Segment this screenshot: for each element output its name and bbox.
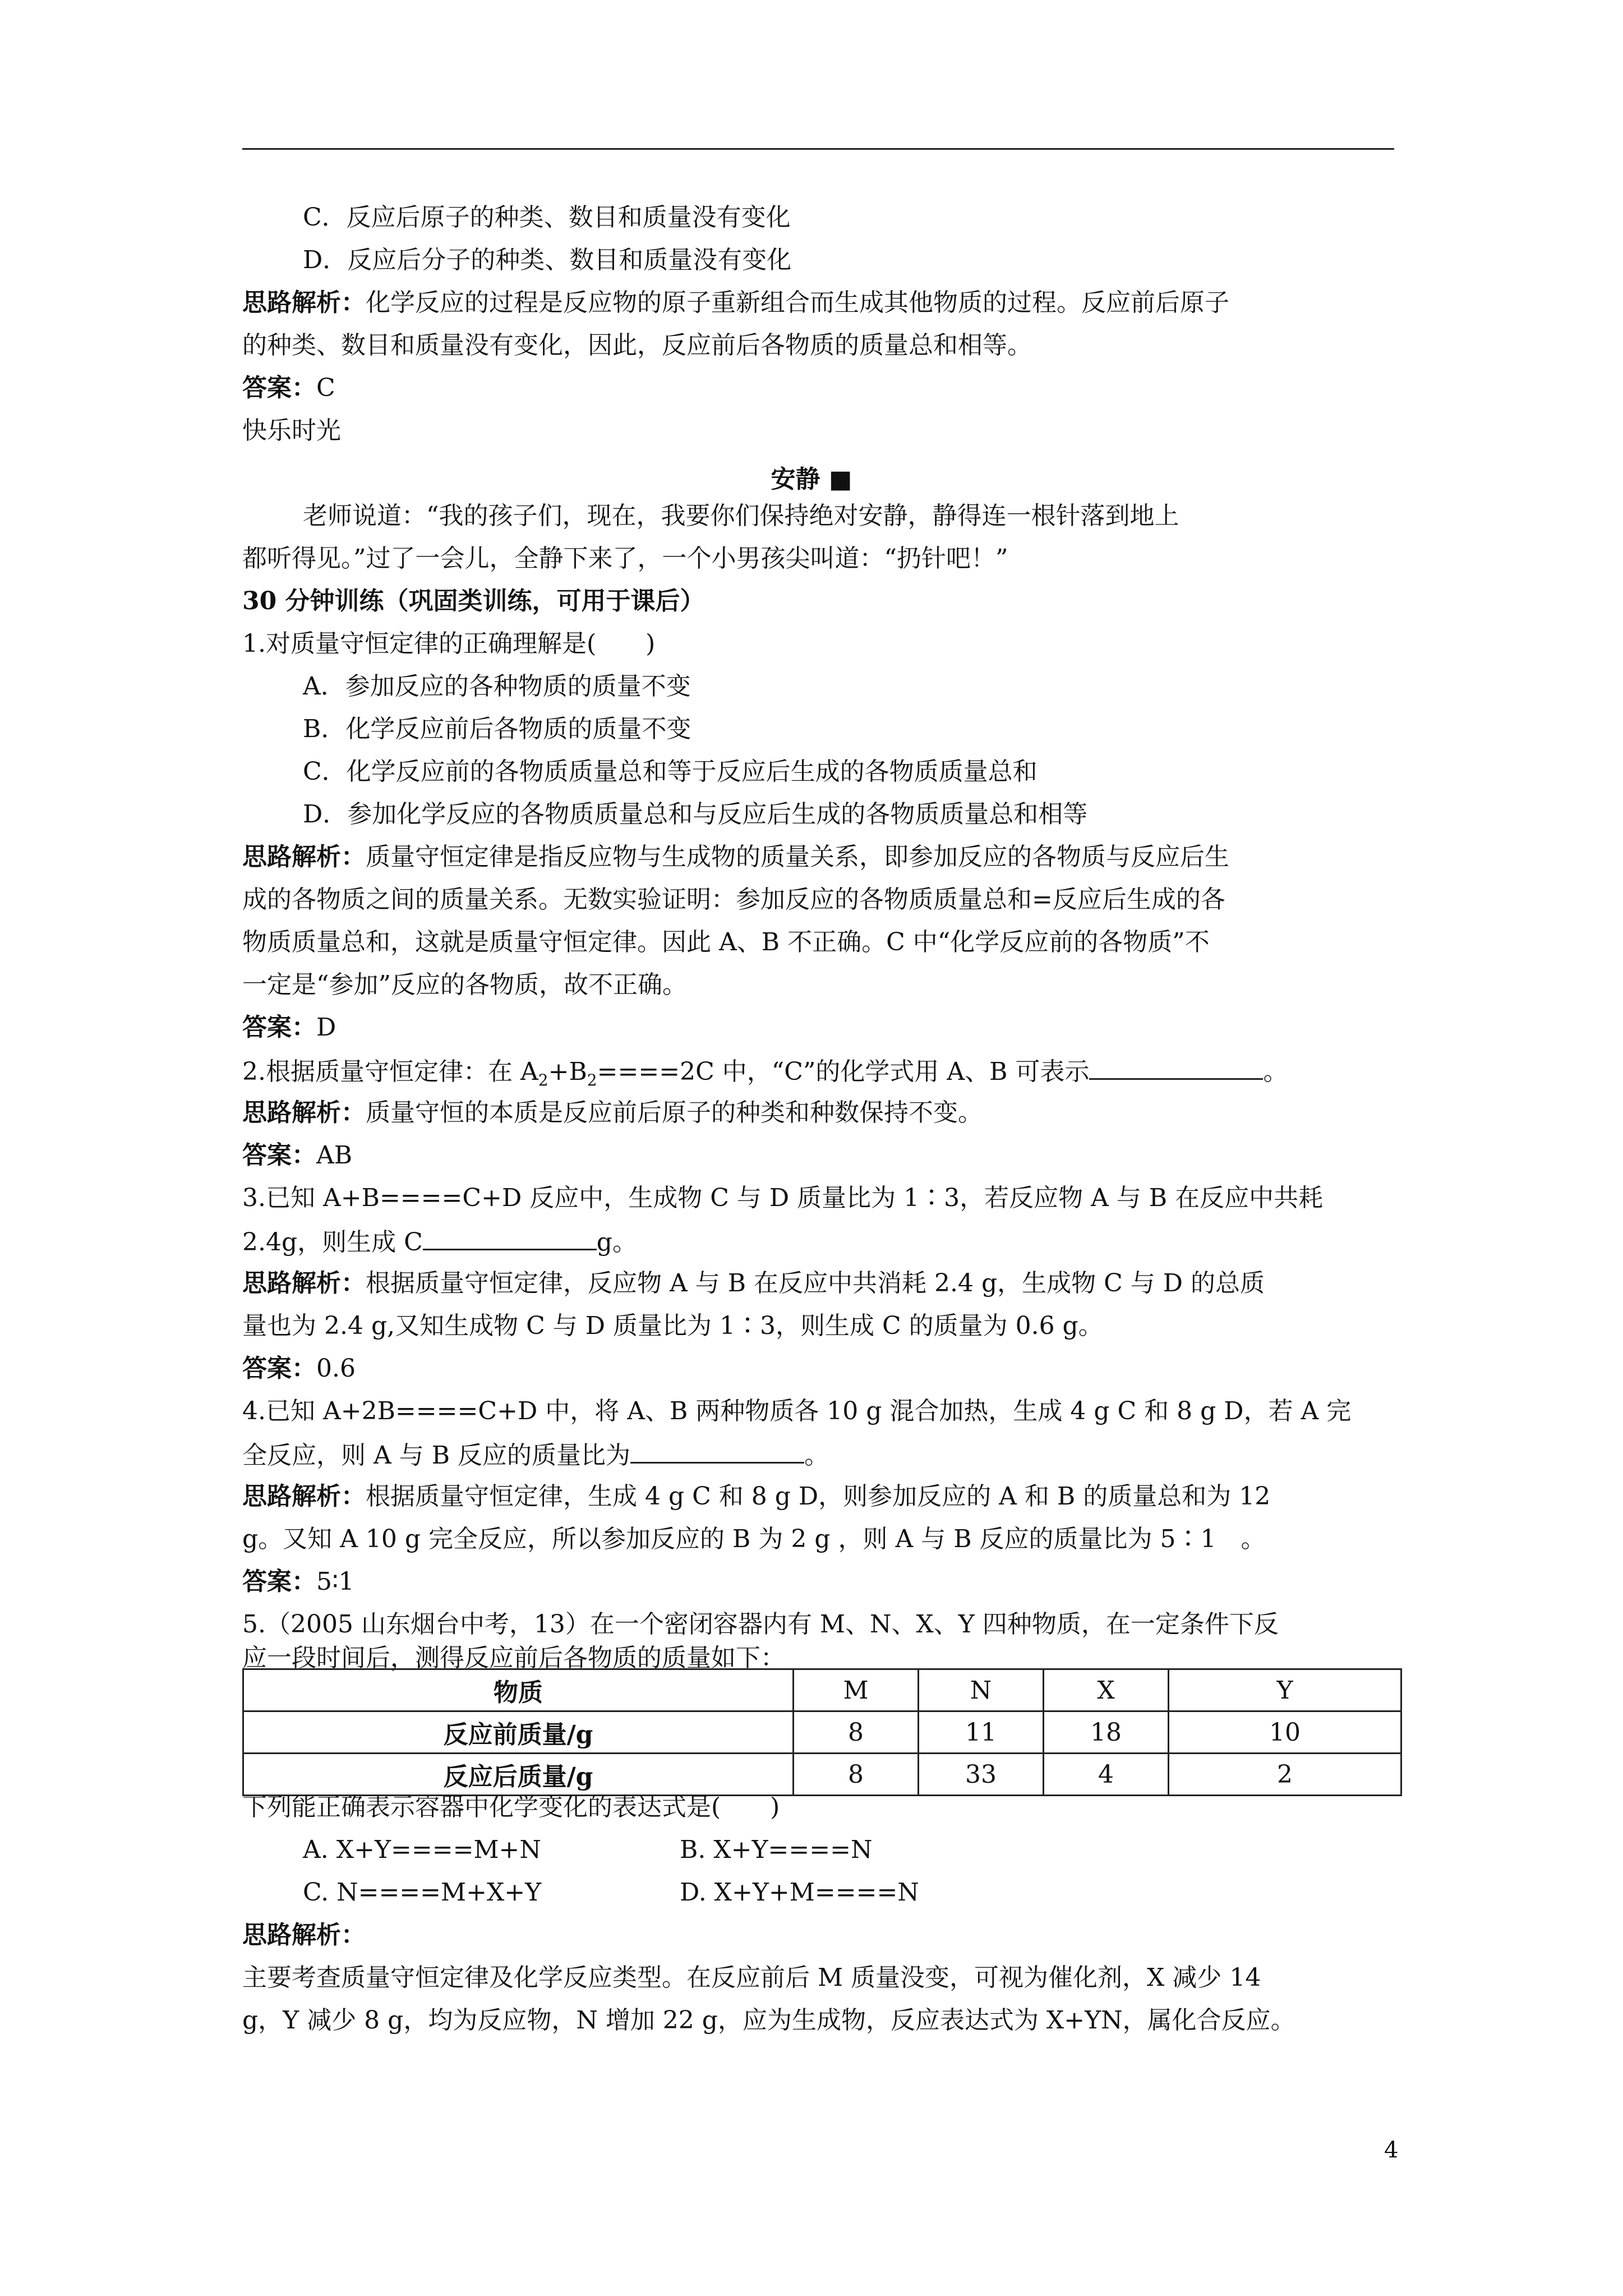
section-heading: 快乐时光 [242,416,341,445]
table-row [243,1754,1401,1796]
option-d: D. X+Y+M====N [680,1878,919,1907]
analysis-label: 思路解析： [242,843,366,871]
table-header: N [919,1669,1044,1711]
answer-label: 答案： [242,1013,316,1042]
question-stem: 1.对质量守恒定律的正确理解是( ) [242,629,656,658]
question-stem: 4.已知 A+2B====C+D 中，将 A、B 两种物质各 10 g 混合加热，生成 4 g C 和 8 g D，若 A 完 [242,1397,1352,1425]
stem-part: g。 [596,1228,637,1257]
story-text: 老师说道：“我的孩子们，现在，我要你们保持绝对安静，静得连一根针落到地上 [303,501,1179,530]
question-stem: 应一段时间后，测得反应前后各物质的质量如下： [242,1644,785,1672]
stem-part: ====2C 中，“C”的化学式用 A、B 可表示 [597,1057,1090,1086]
answer-label: 答案： [242,1567,316,1596]
analysis-text: 根据质量守恒定律，生成 4 g C 和 8 g D，则参加反应的 A 和 B 的质量总和为 12 [366,1482,1271,1511]
analysis-label: 思路解析： [242,1921,366,1949]
option-a: A．参加反应的各种物质的质量不变 [303,672,691,701]
header-rule [242,148,1394,150]
stem-part: 全反应，则 A 与 B 反应的质量比为 [242,1441,631,1470]
option-c: C．化学反应前的各物质质量总和等于反应后生成的各物质质量总和 [303,757,1038,786]
analysis-text: 一定是“参加”反应的各物质，故不正确。 [242,970,687,999]
question-stem [242,1439,829,1471]
table-header: X [1044,1669,1169,1711]
analysis-label: 思路解析： [242,1269,366,1297]
stem-part: 2.根据质量守恒定律：在 A [242,1057,538,1086]
question-stem: 下列能正确表示容器中化学变化的表达式是( ) [242,1793,780,1821]
analysis-text: 主要考查质量守恒定律及化学反应类型。在反应前后 M 质量没变，可视为催化剂，X 减少 14 [242,1963,1261,1992]
table-cell: 4 [1044,1754,1169,1796]
answer-value: D [316,1013,336,1042]
table-header-row [243,1669,1401,1711]
answer-label: 答案： [242,374,316,402]
answer-label: 答案： [242,1141,316,1170]
answer-blank[interactable] [423,1226,597,1250]
answer-blank[interactable] [1089,1056,1263,1080]
table-cell: 2 [1169,1754,1401,1796]
analysis-line [242,843,1229,872]
option-b: B．化学反应前后各物质的质量不变 [303,715,691,743]
answer-line [242,1567,354,1597]
table-header: 物质 [243,1669,794,1711]
analysis-line [242,1098,983,1128]
table-header: Y [1169,1669,1401,1711]
analysis-label: 思路解析： [242,1098,366,1127]
analysis-label: 思路解析： [242,1482,366,1511]
mass-table [242,1668,1402,1796]
analysis-label: 思路解析： [242,288,366,317]
answer-line [242,374,335,403]
subscript: 2 [587,1070,597,1089]
table-cell: 反应后质量/g [243,1754,794,1796]
question-stem [242,1056,1288,1089]
option-d: D．反应后分子的种类、数目和质量没有变化 [303,246,792,274]
story-title: 安静 ■ [771,465,852,494]
analysis-text: 根据质量守恒定律，反应物 A 与 B 在反应中共消耗 2.4 g，生成物 C 与 D 的总质 [366,1269,1265,1297]
analysis-text: 的种类、数目和质量没有变化，因此，反应前后各物质的质量总和相等。 [242,331,1032,360]
analysis-text: g，Y 减少 8 g，均为反应物，N 增加 22 g，应为生成物，反应表达式为 X+YN，属化合反应。 [242,2006,1295,2035]
table-cell: 8 [794,1754,919,1796]
answer-line [242,1141,352,1171]
stem-part: 2.4g，则生成 C [242,1228,423,1257]
section-title: 30 分钟训练（巩固类训练，可用于课后） [242,587,705,615]
answer-value: AB [316,1141,353,1170]
analysis-text: 成的各物质之间的质量关系。无数实验证明：参加反应的各物质质量总和=反应后生成的各 [242,885,1225,914]
option-d: D．参加化学反应的各物质质量总和与反应后生成的各物质质量总和相等 [303,800,1088,829]
table-cell: 11 [919,1711,1044,1754]
analysis-line [242,288,1229,318]
answer-value: C [316,374,335,402]
story-text: 都听得见。”过了一会儿，全静下来了，一个小男孩尖叫道：“扔针吧！” [242,544,1008,573]
answer-line [242,1354,356,1384]
analysis-line [242,1269,1265,1299]
analysis-line [242,1482,1270,1512]
stem-part: 。 [804,1441,829,1470]
option-a: A. X+Y====M+N [303,1835,541,1864]
stem-part: +B [548,1057,587,1086]
table-header: M [794,1669,919,1711]
subscript: 2 [538,1070,548,1089]
table-cell: 18 [1044,1711,1169,1754]
question-stem: 3.已知 A+B====C+D 反应中，生成物 C 与 D 质量比为 1∶3，若反应物 A 与 B 在反应中共耗 [242,1184,1324,1212]
question-stem [242,1226,637,1258]
analysis-text: 质量守恒的本质是反应前后原子的种类和种数保持不变。 [366,1098,983,1127]
stem-part: 。 [1263,1057,1288,1086]
table-cell: 反应前质量/g [243,1711,794,1754]
analysis-text: 物质质量总和，这就是质量守恒定律。因此 A、B 不正确。C 中“化学反应前的各物质”不 [242,928,1210,956]
answer-value: 5∶1 [316,1567,354,1596]
option-c: C. N====M+X+Y [303,1878,542,1907]
table-cell: 33 [919,1754,1044,1796]
table-cell: 10 [1169,1711,1401,1754]
answer-label: 答案： [242,1354,316,1383]
table-cell: 8 [794,1711,919,1754]
analysis-text: 化学反应的过程是反应物的原子重新组合而生成其他物质的过程。反应前后原子 [366,288,1229,317]
option-c: C．反应后原子的种类、数目和质量没有变化 [303,203,791,232]
page-number: 4 [1384,2137,1399,2163]
answer-blank[interactable] [630,1439,804,1464]
answer-value: 0.6 [316,1354,356,1383]
analysis-text: 量也为 2.4 g,又知生成物 C 与 D 质量比为 1∶3，则生成 C 的质量为 0.6 g。 [242,1312,1103,1340]
answer-line [242,1013,336,1043]
table-row [243,1711,1401,1754]
question-stem: 5.（2005 山东烟台中考，13）在一个密闭容器内有 M、N、X、Y 四种物质，在一定条件下反 [242,1610,1279,1639]
analysis-text: 质量守恒定律是指反应物与生成物的质量关系，即参加反应的各物质与反应后生 [366,843,1229,871]
analysis-text: g。又知 A 10 g 完全反应，所以参加反应的 B 为 2 g ，则 A 与 B 反应的质量比为 5∶1 。 [242,1525,1266,1553]
option-b: B. X+Y====N [680,1835,873,1864]
